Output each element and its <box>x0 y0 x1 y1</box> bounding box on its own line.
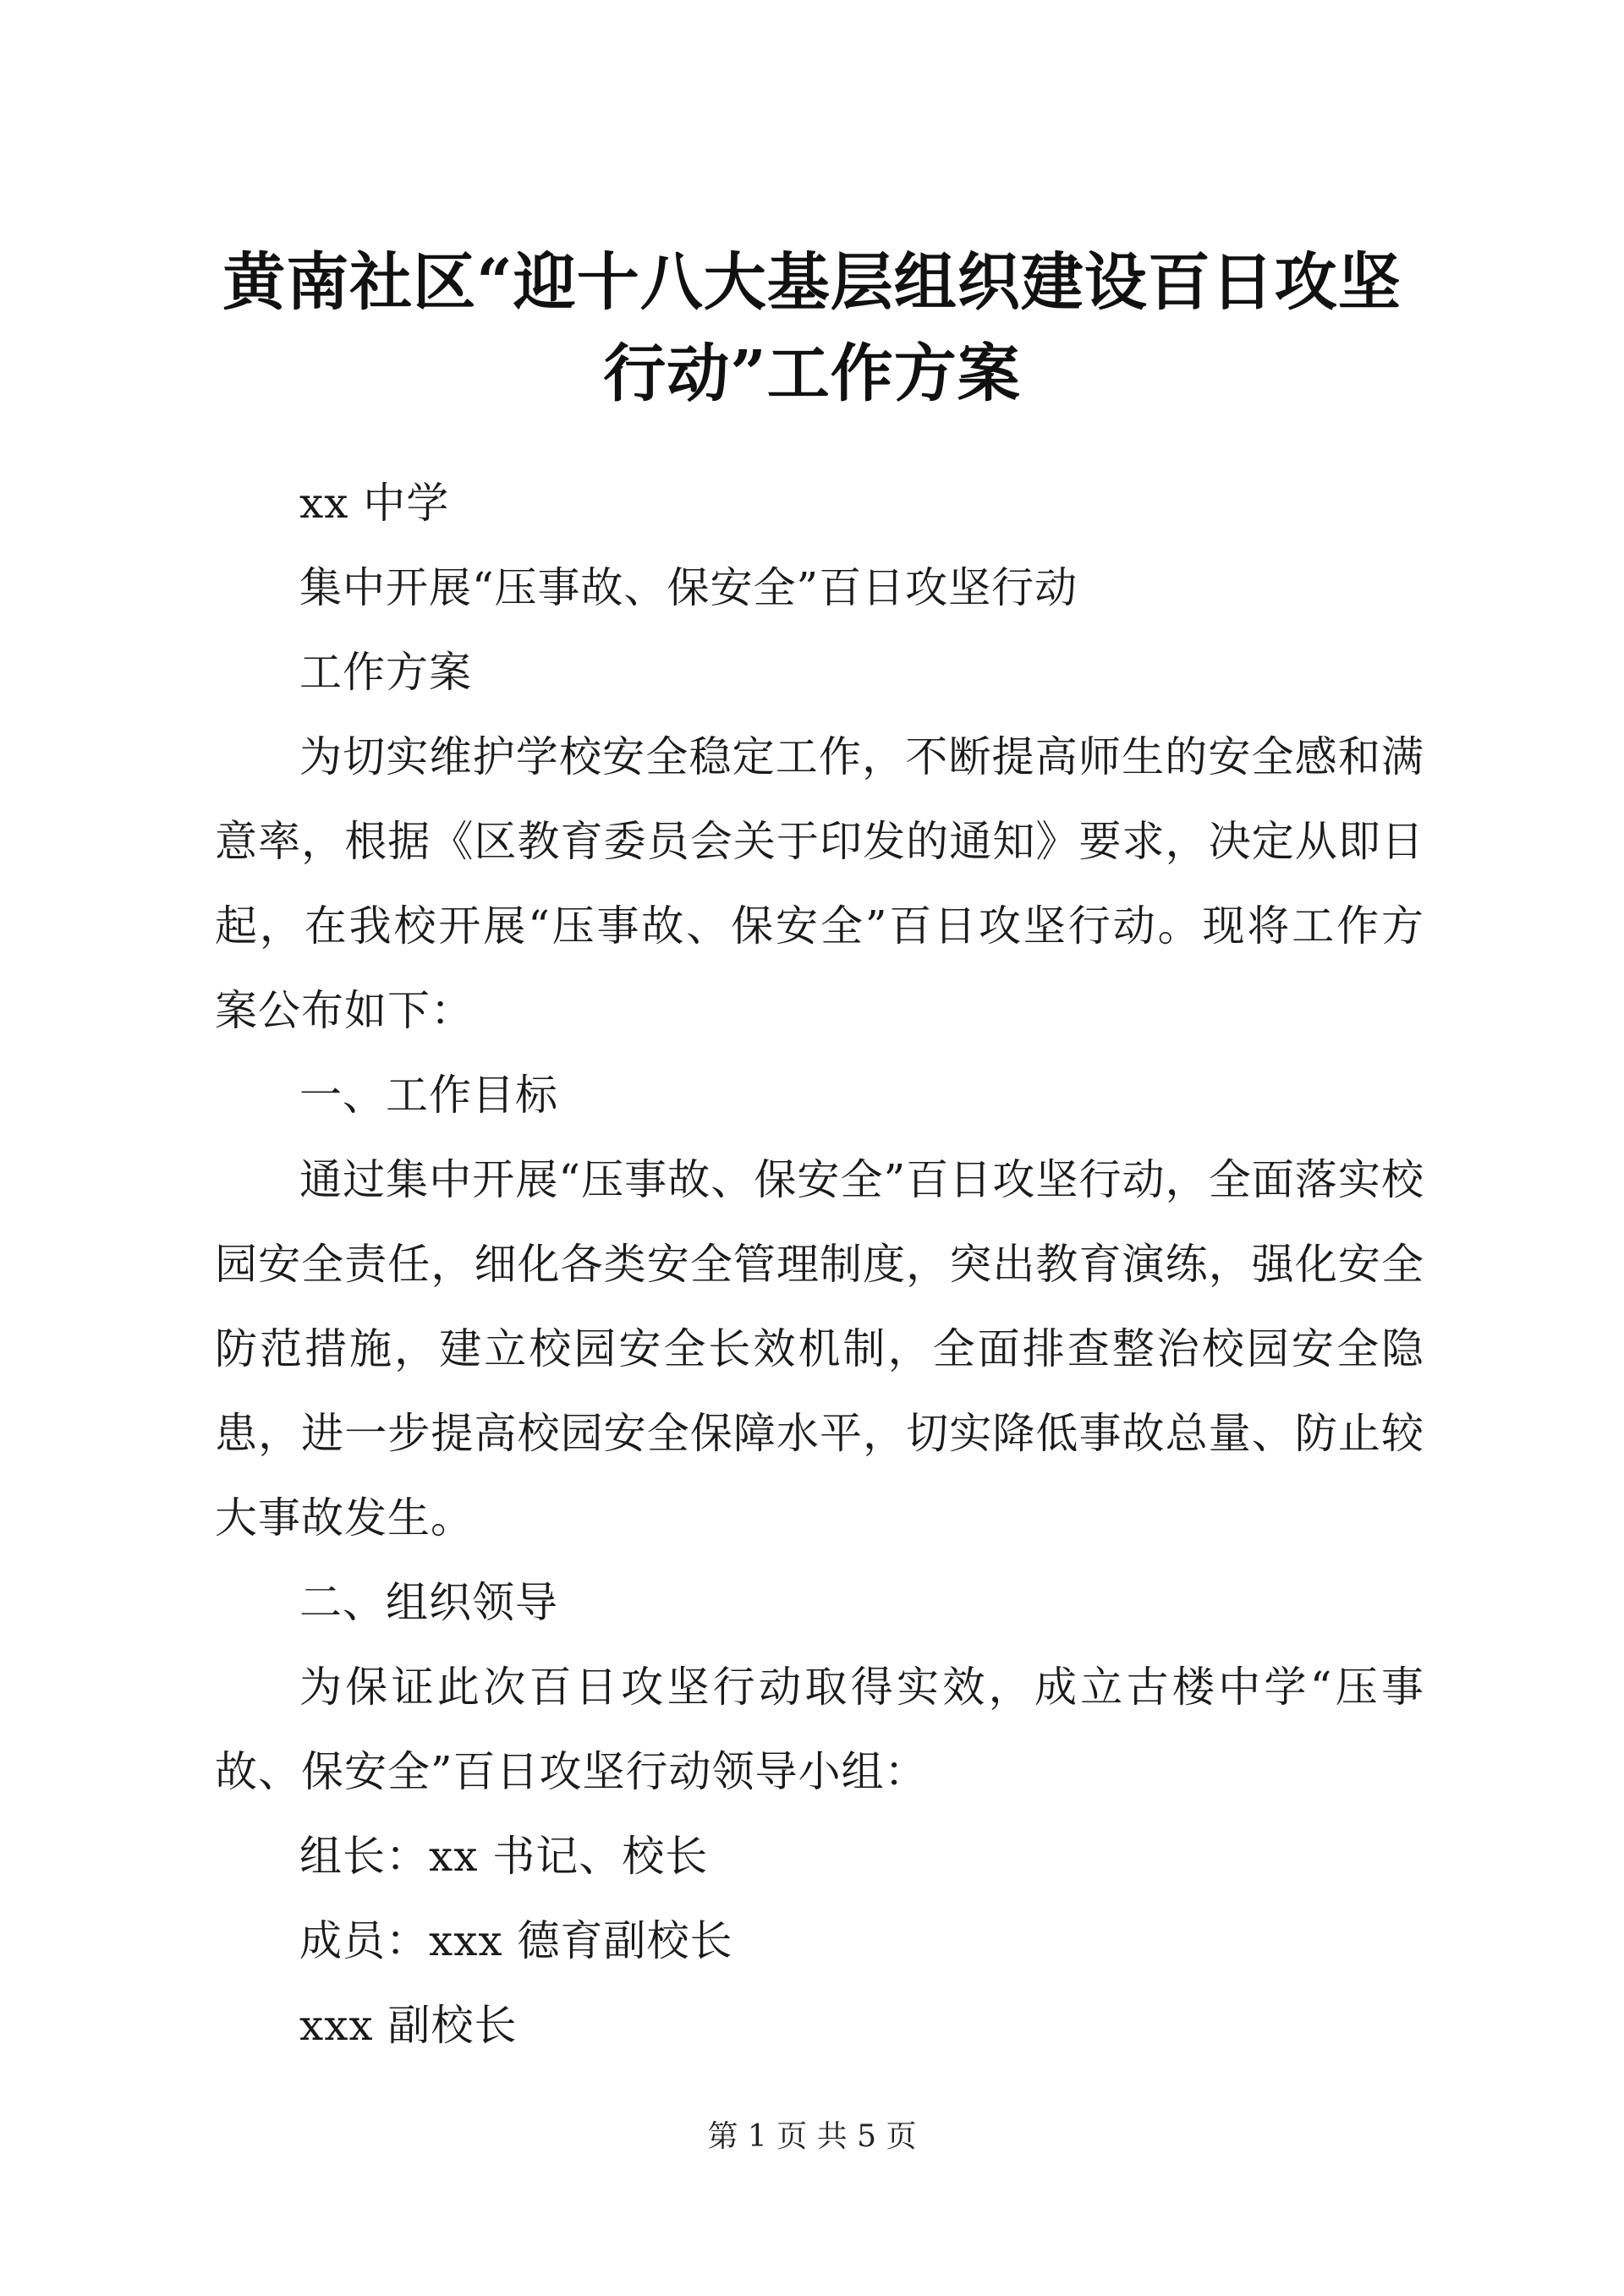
paragraph-campaign-name: 集中开展“压事故、保安全”百日攻坚行动 <box>299 563 1078 612</box>
document-title: 黄南社区“迎十八大基层组织建设百日攻坚行动”工作方案 <box>222 246 1402 410</box>
paragraph-goals: 通过集中开展“压事故、保安全”百日攻坚行动，全面落实校园安全责任，细化各类安全管理制度，突出教育演练，强化安全防范措施，建立校园安全长效机制，全面排查整治校园安全隐患，进一步提高校园安全保障水平，切实降低事故总量、防止较大事故发生。 <box>215 1155 1424 1543</box>
paragraph-intro: 为切实维护学校安全稳定工作，不断提高师生的安全感和满意率，根据《区教育委员会关于印发的通知》要求，决定从即日起，在我校开展“压事故、保安全”百日攻坚行动。现将工作方案公布如下： <box>215 732 1424 1035</box>
paragraph-school: xx 中学 <box>299 479 450 528</box>
paragraph-members: 成员：xxx 德育副校长 <box>299 1916 733 1965</box>
page-number-footer: 第 1 页 共 5 页 <box>707 2119 917 2154</box>
section-heading-leadership: 二、组织领导 <box>299 1578 558 1627</box>
paragraph-plan-label: 工作方案 <box>299 648 472 697</box>
paragraph-vice-principal: xxx 副校长 <box>299 2001 518 2050</box>
section-heading-goals: 一、工作目标 <box>299 1071 558 1120</box>
paragraph-leadership: 为保证此次百日攻坚行动取得实效，成立古楼中学“压事故、保安全”百日攻坚行动领导小组： <box>215 1663 1424 1796</box>
paragraph-group-leader: 组长：xx 书记、校长 <box>299 1832 709 1881</box>
document-body <box>215 461 1424 2068</box>
